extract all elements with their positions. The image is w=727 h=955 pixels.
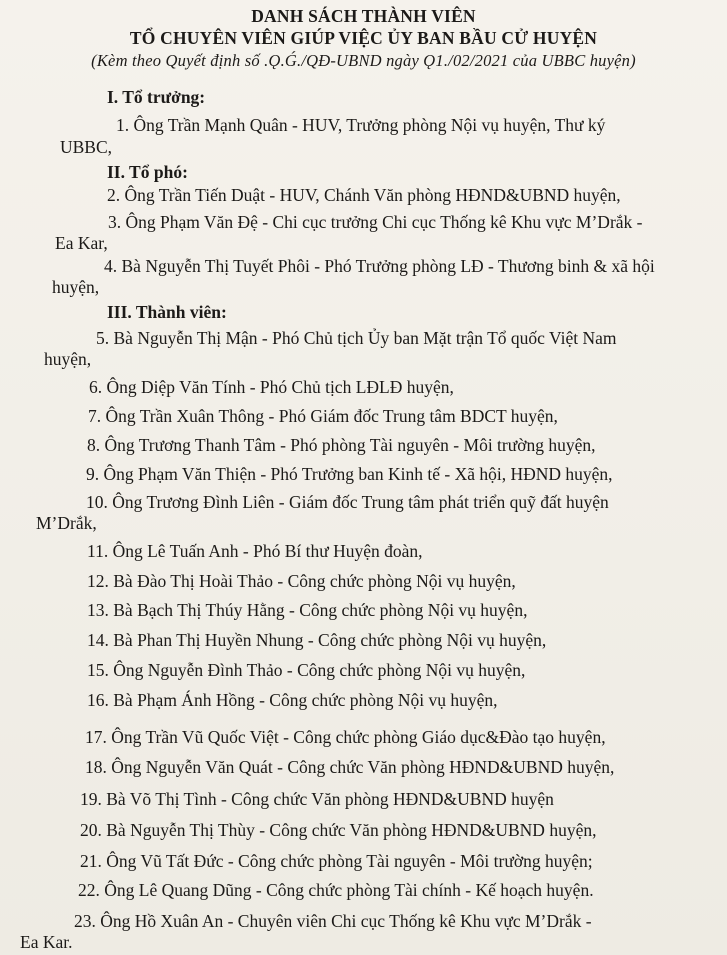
list-item-continuation: Ea Kar. xyxy=(20,932,73,952)
list-item: 13. Bà Bạch Thị Thúy Hằng - Công chức phòng Nội vụ huyện, xyxy=(87,600,528,620)
list-item-continuation: huyện, xyxy=(44,349,92,369)
list-item: 17. Ông Trần Vũ Quốc Việt - Công chức phòng Giáo dục&Đào tạo huyện, xyxy=(85,727,606,747)
list-item: 23. Ông Hồ Xuân An - Chuyên viên Chi cục Thống kê Khu vực M’Drắk - xyxy=(74,911,592,931)
list-item: 20. Bà Nguyễn Thị Thùy - Công chức Văn phòng HĐND&UBND huyện, xyxy=(80,820,597,840)
list-item: 6. Ông Diệp Văn Tính - Phó Chủ tịch LĐLĐ huyện, xyxy=(89,377,454,397)
list-item: 8. Ông Trương Thanh Tâm - Phó phòng Tài nguyên - Môi trường huyện, xyxy=(87,435,596,455)
list-item: 12. Bà Đào Thị Hoài Thảo - Công chức phòng Nội vụ huyện, xyxy=(87,571,516,591)
list-item: 9. Ông Phạm Văn Thiện - Phó Trưởng ban Kinh tế - Xã hội, HĐND huyện, xyxy=(86,464,613,484)
list-item-continuation: UBBC, xyxy=(60,137,113,157)
list-item: 22. Ông Lê Quang Dũng - Công chức phòng Tài chính - Kế hoạch huyện. xyxy=(78,880,594,900)
list-item: 21. Ông Vũ Tất Đức - Công chức phòng Tài nguyên - Môi trường huyện; xyxy=(80,851,593,871)
list-item: 16. Bà Phạm Ánh Hồng - Công chức phòng Nội vụ huyện, xyxy=(87,690,498,710)
section-heading-deputy: II. Tổ phó: xyxy=(107,162,188,182)
list-item: 7. Ông Trần Xuân Thông - Phó Giám đốc Trung tâm BDCT huyện, xyxy=(88,406,558,426)
section-heading-leader: I. Tổ trưởng: xyxy=(107,87,206,107)
list-item: 2. Ông Trần Tiến Duật - HUV, Chánh Văn phòng HĐND&UBND huyện, xyxy=(107,185,621,205)
list-item: 4. Bà Nguyễn Thị Tuyết Phôi - Phó Trưởng phòng LĐ - Thương binh & xã hội xyxy=(104,256,655,276)
list-item: 3. Ông Phạm Văn Đệ - Chi cục trưởng Chi cục Thống kê Khu vực M’Drắk - xyxy=(108,212,643,232)
document-title: DANH SÁCH THÀNH VIÊN xyxy=(251,6,476,26)
list-item: 15. Ông Nguyễn Đình Thảo - Công chức phòng Nội vụ huyện, xyxy=(87,660,526,680)
list-item: 19. Bà Võ Thị Tình - Công chức Văn phòng HĐND&UBND huyện xyxy=(80,789,554,809)
list-item: 5. Bà Nguyễn Thị Mận - Phó Chủ tịch Ủy ban Mặt trận Tổ quốc Việt Nam xyxy=(96,328,617,348)
list-item-continuation: huyện, xyxy=(52,277,100,297)
list-item: 10. Ông Trương Đình Liên - Giám đốc Trung tâm phát triển quỹ đất huyện xyxy=(86,492,609,512)
list-item: 18. Ông Nguyễn Văn Quát - Công chức Văn phòng HĐND&UBND huyện, xyxy=(85,757,615,777)
list-item: 14. Bà Phan Thị Huyền Nhung - Công chức phòng Nội vụ huyện, xyxy=(87,630,547,650)
list-item-continuation: M’Drắk, xyxy=(36,513,97,533)
list-item: 11. Ông Lê Tuấn Anh - Phó Bí thư Huyện đoàn, xyxy=(87,541,423,561)
list-item-continuation: Ea Kar, xyxy=(55,233,108,253)
document-subtitle-heading: TỔ CHUYÊN VIÊN GIÚP VIỆC ỦY BAN BẦU CỬ HUYỆN xyxy=(129,28,598,48)
list-item: 1. Ông Trần Mạnh Quân - HUV, Trưởng phòng Nội vụ huyện, Thư ký xyxy=(116,115,606,135)
section-heading-members: III. Thành viên: xyxy=(107,302,227,322)
decision-reference: (Kèm theo Quyết định số .Ǫ.Ǵ./QĐ-UBND ngày Ǫ1./02/2021 của UBBC huyện) xyxy=(91,51,636,70)
